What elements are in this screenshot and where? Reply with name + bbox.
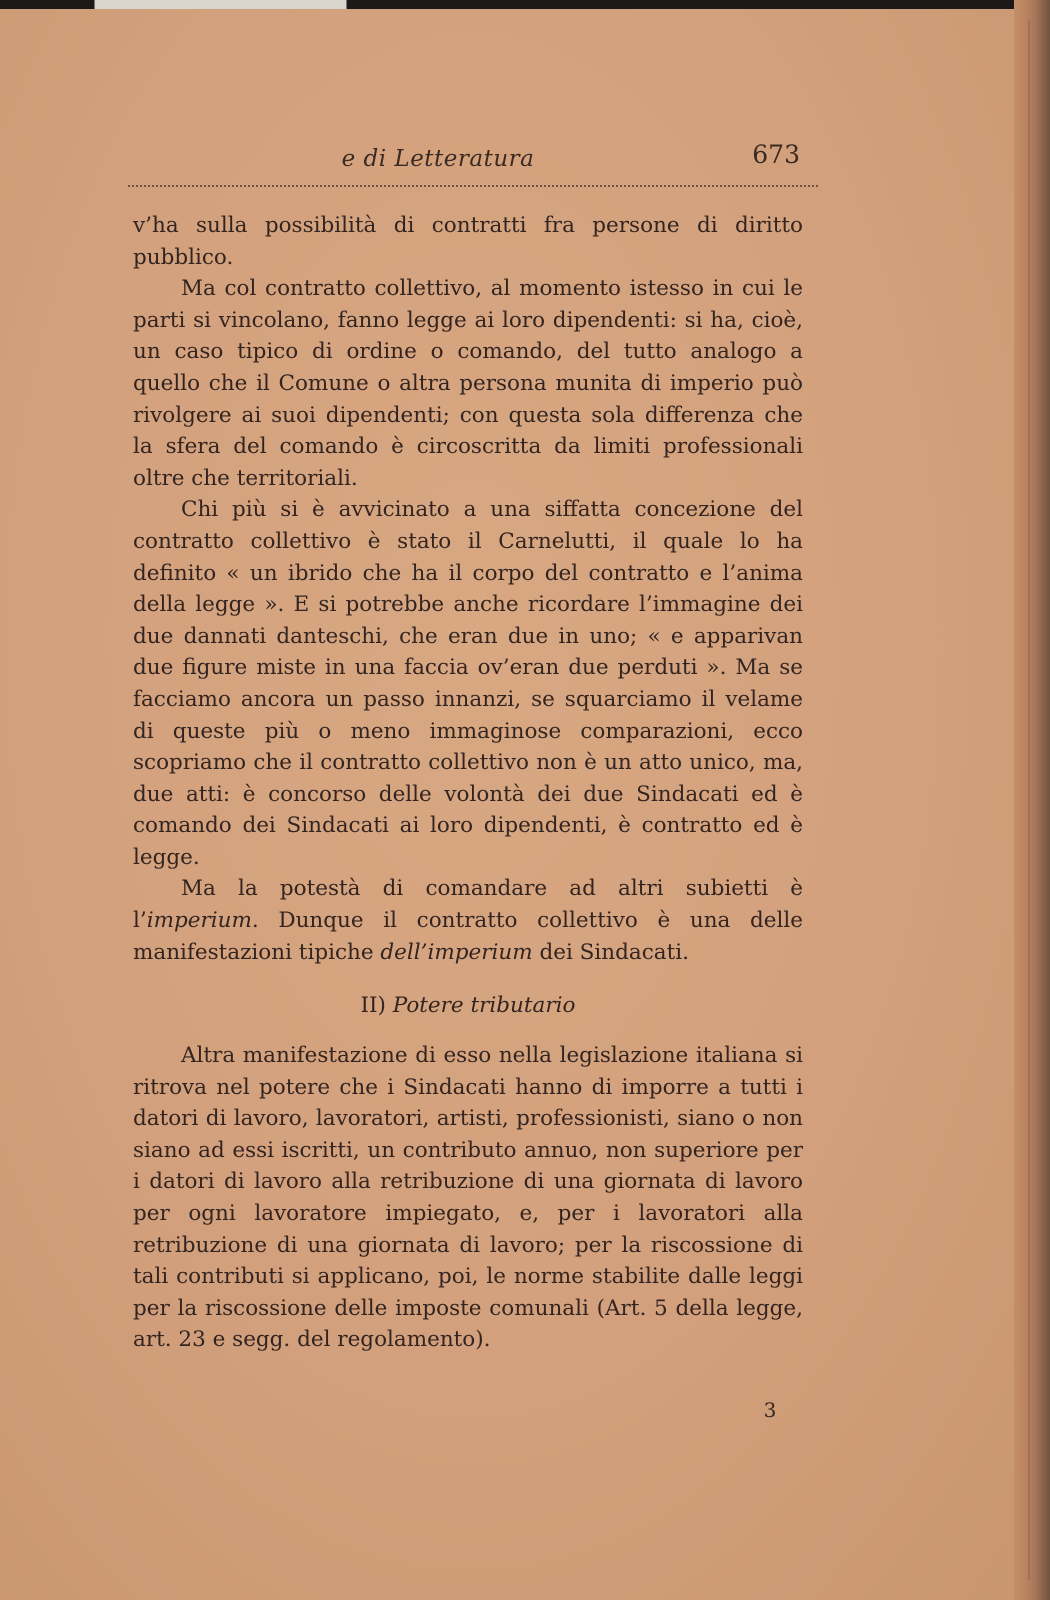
page-number: 673 (752, 140, 800, 169)
section-title: Potere tributario (392, 993, 576, 1018)
paragraph-4-part-a: Ma la potestà di comandare ad altri subietti è l’ (133, 876, 803, 934)
paragraph-3: Chi più si è avvicinato a una siffatta concezione del contratto collettivo è stato il Carnelutti, il quale lo ha definito « un ibrido che ha il corpo del contratto e l’anima della legge ». E si potrebbe anche ricordare l’immagine dei due dannati danteschi, che eran due in uno; « e apparivan due figure miste in una faccia ov’eran due perduti ». Ma se facciamo ancora un passo innanzi, se squarciamo il velame di queste più o meno immaginose comparazioni, ecco scopriamo che il contratto collettivo non è un atto unico, ma, due atti: è concorso delle volontà dei due Sindacati ed è comando dei Sindacati ai loro dipendenti, è contratto ed è legge. (133, 497, 803, 870)
signature-mark: 3 (763, 1398, 777, 1422)
header-rule (128, 185, 818, 187)
paragraph-4-dell-imperium: dell’imperium (380, 939, 533, 965)
running-head (128, 140, 808, 180)
page-binding-edge (1014, 0, 1050, 1600)
scan-top-border (0, 0, 1050, 9)
paragraph-1: v’ha sulla possibilità di contratti fra persone di diritto pubblico. (133, 213, 803, 270)
paragraph-4-part-c: . Dunque il contratto collettivo è una delle manifestazioni tipiche (133, 908, 803, 965)
running-title: e di Letteratura (341, 146, 535, 172)
body-text-lower (133, 1040, 803, 1356)
paragraph-4-part-e: dei Sindacati. (532, 939, 689, 965)
paragraph-5: Altra manifestazione di esso nella legislazione italiana si ritrova nel potere che i Sindacati hanno di imporre a tutti i datori di lavoro, lavoratori, artisti, professionisti, siano o non siano ad essi iscritti, un contributo annuo, non superiore per i datori di lavoro alla retribuzione di una giornata di lavoro per ogni lavoratore impiegato, e, per i lavoratori alla retribuzione di una giornata di lavoro; per la riscossione di tali contributi si applicano, poi, le norme stabilite dalle leggi per la riscossione delle imposte comunali (Art. 5 della legge, art. 23 e segg. del regolamento). (133, 1043, 803, 1353)
paragraph-4 (133, 873, 803, 968)
section-heading (133, 993, 803, 1018)
paragraph-4-imperium: imperium (146, 908, 252, 934)
paragraph-2: Ma col contratto collettivo, al momento istesso in cui le parti si vincolano, fanno legge ai loro dipendenti: si ha, cioè, un caso tipico di ordine o comando, del tutto analogo a quello che il Comune o altra persona munita di imperio può rivolgere ai suoi dipendenti; con questa sola differenza che la sfera del comando è circoscritta da limiti professionali oltre che territoriali. (133, 276, 803, 491)
body-text-upper (133, 210, 803, 968)
section-number: II) (360, 993, 386, 1018)
